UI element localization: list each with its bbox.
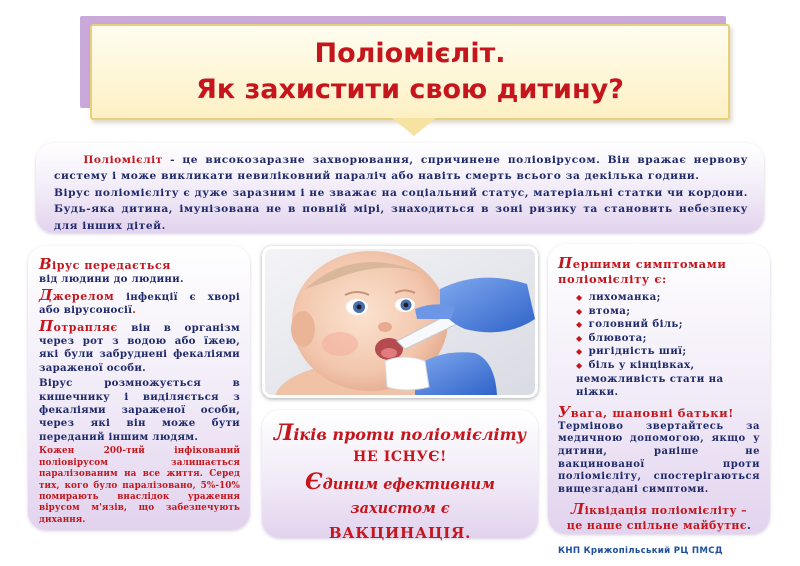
organization-credit: КНП Крижопільський РЦ ПМСД: [558, 546, 723, 556]
red-heading: отрапляє: [53, 320, 118, 334]
transmission-para-4: Вірус розмножується в кишечнику і виділяється з фекаліями зараженої особи, через які він може бути переданий іншим людям.: [39, 377, 240, 443]
intro-text-1: - це високозаразне захворювання, спричинене поліовірусом. Він вражає нервову систему і може викликати невиліковний параліч або навіть смерть всього за декілька години.: [54, 154, 748, 183]
intro-paragraph-1: [54, 152, 748, 185]
symptom-text: блювота;: [588, 331, 647, 344]
symptom-text: головний біль;: [588, 318, 683, 331]
seek-help-text: Терміново звертайтесь за медичною допомогою, якщо у дитини, раніше не вакцинованої проти поліомієліту, спостерігаються вищезгадані симптоми.: [558, 420, 760, 495]
symptom-text: лихоманка;: [588, 291, 661, 303]
intro-term: Поліомієліт: [83, 154, 163, 166]
list-item: [576, 305, 760, 319]
parents-warning-text: вага, шановні батьки!: [570, 405, 734, 420]
dropcap: П: [558, 254, 573, 272]
transmission-para-2: [39, 285, 240, 318]
para-text: інфекції є хворі або вірусоносії: [39, 290, 240, 317]
not-exists-text: НЕ ІСНУЄ!: [353, 449, 447, 465]
diamond-bullet-icon: ◆: [576, 319, 583, 330]
banner-pointer: [392, 118, 436, 136]
parents-warning: [558, 404, 760, 421]
slogan-line1: іквідація поліомієліту –: [584, 504, 748, 518]
diamond-bullet-icon: ◆: [576, 305, 583, 316]
diamond-bullet-icon: ◆: [576, 346, 583, 357]
baby-vaccination-photo: [262, 246, 538, 398]
symptom-text: ригідність шиї;: [588, 345, 687, 358]
list-item: [576, 359, 760, 400]
page-title-line2: Як захистити свою дитину?: [196, 74, 624, 105]
slogan-end: .: [746, 519, 752, 533]
no-cure-line: [272, 422, 528, 446]
no-cure-text: іків проти поліомієліту: [293, 425, 527, 444]
diamond-bullet-icon: ◆: [576, 332, 583, 343]
diamond-bullet-icon: ◆: [576, 292, 583, 302]
symptom-text: втома;: [588, 304, 631, 317]
dropcap: В: [39, 255, 52, 273]
dropcap: П: [39, 316, 54, 335]
symptoms-list: [576, 291, 760, 400]
para-end: .: [132, 304, 137, 317]
vaccination-text: ВАКЦИНАЦІЯ.: [328, 524, 472, 542]
only-protection-text: диним ефективним захистом є: [322, 476, 495, 517]
eradication-slogan: [558, 502, 760, 533]
list-item: [576, 318, 760, 332]
transmission-para-5: Кожен 200-тий інфікований поліовірусом залишається паралізованим на все життя. Серед тих, кого було паралізовано, 5%-10% помирають внаслідок ураження вірусом м'язів, що забезпечують дихання.: [39, 446, 240, 525]
transmission-para-1: [39, 255, 240, 287]
dropcap: Є: [305, 469, 323, 495]
red-heading: ірус передається: [51, 259, 171, 272]
only-protection-line: [272, 470, 528, 521]
page-title-line1: Поліомієліт.: [314, 38, 506, 69]
list-item: [576, 345, 760, 359]
red-heading: жерелом: [52, 289, 115, 303]
intro-panel: [36, 143, 764, 233]
symptom-text: біль у кінцівках, неможливість стати на ніжки.: [576, 358, 724, 399]
photo-illustration: [265, 249, 535, 395]
symptoms-heading: [558, 256, 760, 287]
transmission-para-3: [39, 316, 240, 376]
dropcap: Л: [273, 420, 294, 446]
dropcap: Л: [570, 500, 585, 519]
title-banner: [90, 24, 730, 120]
list-item: [576, 291, 760, 305]
slogan-line2: це наше спільне майбутнє: [566, 519, 747, 533]
para-text: від людини до людини.: [39, 273, 184, 286]
list-item: [576, 332, 760, 346]
vaccination-panel: [262, 410, 538, 542]
transmission-panel: [28, 246, 250, 530]
dropcap: Д: [39, 285, 53, 304]
dropcap: У: [558, 402, 571, 421]
para-text: він в організм через рот з водою або їжею, які були забруднені фекаліями зараженої особи.: [39, 321, 240, 374]
symptoms-heading-text: ершими симптомами поліомієліту є:: [558, 257, 727, 286]
intro-text-2: Вірус поліомієліту є дуже заразним і не зважає на соціальний статус, матеріальні статки чи кордони. Будь-яка дитина, імунізована не в повній мірі, знаходиться в зоні ризику та становить небезпеку для інших дітей.: [54, 186, 748, 232]
symptoms-panel: [548, 244, 770, 534]
diamond-bullet-icon: ◆: [576, 359, 583, 370]
